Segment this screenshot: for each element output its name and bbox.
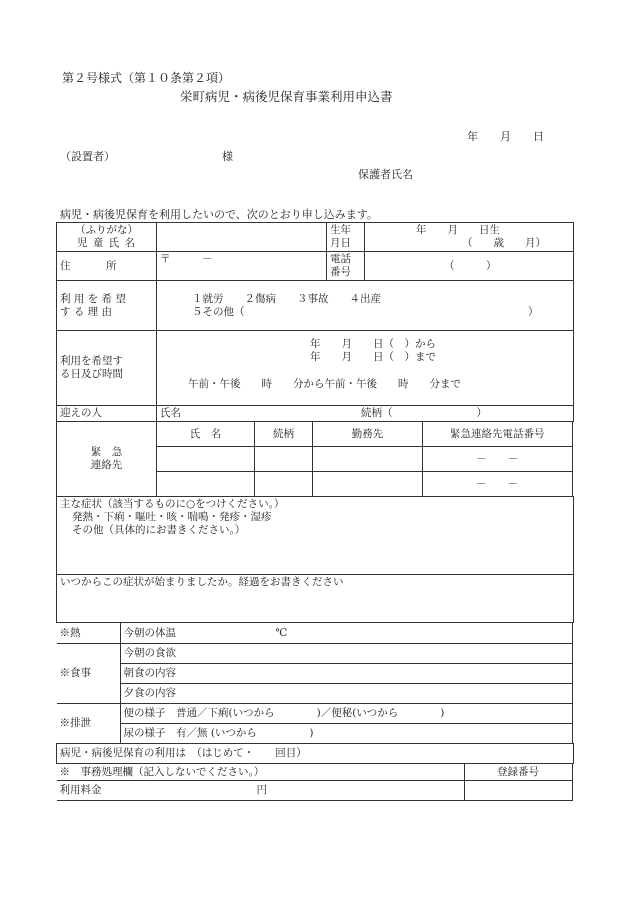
- address-label: 住 所: [57, 252, 157, 281]
- symptoms-list: 発熱・下痢・嘔吐・咳・喘鳴・発疹・湿疹: [72, 511, 272, 523]
- meal-row-2[interactable]: [120, 664, 572, 684]
- stool-text: 便の様子 普通／下痢(いつから )／便秘(いつから ): [123, 707, 445, 719]
- emergency-label-2: 連絡先: [90, 459, 123, 471]
- child-name-field[interactable]: [157, 223, 327, 252]
- usage-text: 病児・病後児保育の利用は （はじめて・ 回目）: [60, 747, 307, 759]
- addressee-suffix: 様: [222, 150, 233, 163]
- schedule-label-1: 利用を希望す: [60, 355, 123, 367]
- schedule-label-2: る日及び時間: [60, 368, 123, 380]
- emergency-workplace-1[interactable]: [313, 447, 423, 472]
- phone-label-cell: [327, 252, 365, 281]
- fever-label: ※熱: [57, 623, 121, 644]
- date-line: 年 月 日: [467, 130, 544, 143]
- emergency-header-phone: 緊急連絡先電話番号: [423, 422, 573, 447]
- office-title: ※ 事務処理欄（記入しないでください。）: [57, 764, 465, 781]
- child-name-label-cell: [57, 223, 157, 252]
- schedule-field[interactable]: [157, 331, 574, 406]
- emergency-phone-1[interactable]: [423, 447, 573, 472]
- registration-number-field[interactable]: [464, 781, 572, 801]
- urine-text: 尿の様子 有／無 (いつから ): [123, 727, 314, 739]
- meal-dinner: 夕食の内容: [123, 687, 176, 699]
- emergency-phone-2[interactable]: [423, 472, 573, 497]
- schedule-to: 年 月 日（ ）まで: [310, 351, 436, 363]
- birth-label-2: 月日: [330, 237, 351, 249]
- reason-label-1: 利 用 を 希 望: [60, 292, 126, 305]
- pickup-relation: 続柄（ ）: [361, 407, 487, 419]
- reason-options-2-row: [160, 306, 570, 319]
- birth-label-cell: [327, 223, 365, 252]
- schedule-from: 年 月 日（ ）から: [310, 338, 436, 350]
- usage-row[interactable]: [57, 744, 574, 764]
- onset-prompt: いつからこの症状が始まりましたか。経過をお書きください: [60, 576, 344, 588]
- emergency-header-workplace: 勤務先: [313, 422, 423, 447]
- meal-breakfast: 朝食の内容: [123, 667, 176, 679]
- fever-field[interactable]: [120, 623, 572, 644]
- birth-date-field[interactable]: [365, 223, 574, 252]
- postal-mark: 〒 －: [160, 253, 213, 265]
- emergency-grid: [157, 422, 573, 497]
- reason-options-2-end: ）: [528, 305, 539, 318]
- stool-row[interactable]: [120, 704, 572, 724]
- emergency-phone-placeholder-2: － －: [476, 477, 519, 490]
- form-number: 第２号様式（第１０条第２項）: [62, 71, 231, 85]
- pickup-label: 迎えの人: [57, 406, 157, 422]
- application-form-table: [56, 222, 574, 802]
- reason-label-2: す る 理 由: [60, 305, 113, 318]
- emergency-header-name: 氏 名: [157, 422, 255, 447]
- furigana-label: （ふりがな）: [75, 224, 138, 236]
- emergency-phone-placeholder-1: － －: [476, 452, 519, 465]
- fever-unit: ℃: [275, 626, 288, 639]
- meal-row-1[interactable]: [120, 644, 572, 664]
- symptoms-title: 主な症状（該当するものに○をつけください。）: [60, 498, 285, 510]
- emergency-label-cell: [57, 422, 157, 497]
- office-grid: [57, 764, 573, 802]
- phone-field[interactable]: [365, 252, 574, 281]
- registration-number-label: 登録番号: [464, 764, 572, 781]
- office-cell: [57, 764, 574, 802]
- phone-label-2: 番号: [330, 266, 351, 278]
- pickup-name-label: 氏名: [160, 407, 181, 419]
- fee-field[interactable]: [57, 781, 465, 801]
- phone-label-1: 電話: [330, 253, 351, 265]
- reason-options[interactable]: [157, 281, 574, 331]
- birth-date-value: 年 月 日生: [416, 224, 500, 236]
- meal-appetite: 今朝の食欲: [123, 647, 176, 659]
- fee-label: 利用料金: [59, 784, 102, 796]
- symptoms-field[interactable]: [57, 497, 574, 575]
- excretion-label: ※排泄: [57, 704, 121, 744]
- emergency-workplace-2[interactable]: [313, 472, 423, 497]
- reason-label-cell: [57, 281, 157, 331]
- intro-text: 病児・病後児保育を利用したいので、次のとおり申し込みます。: [60, 208, 378, 221]
- addressee: （設置者）: [60, 150, 115, 163]
- schedule-label-cell: [57, 331, 157, 406]
- symptoms-other: その他（具体的にお書きください。）: [72, 524, 246, 536]
- vitals-grid: [57, 623, 573, 744]
- fever-text: 今朝の体温: [123, 626, 176, 639]
- emergency-name-2[interactable]: [157, 472, 255, 497]
- phone-value: （ ）: [444, 259, 497, 272]
- age-value: （ 歳 月）: [462, 237, 546, 249]
- emergency-relation-1[interactable]: [255, 447, 313, 472]
- emergency-grid-cell: [157, 422, 574, 497]
- child-name-label: 児 童 氏 名: [76, 237, 136, 249]
- guardian-name-label: 保護者氏名: [358, 168, 413, 181]
- emergency-label-1: 緊 急: [90, 446, 123, 458]
- emergency-header-relation: 続柄: [255, 422, 313, 447]
- schedule-time: 午前・午後 時 分から午前・午後 時 分まで: [188, 378, 461, 390]
- meal-label: ※食事: [57, 644, 121, 704]
- birth-label-1: 生年: [330, 224, 351, 236]
- form-title: 栄町病児・病後児保育事業利用申込書: [180, 89, 393, 104]
- reason-options-1: １就労 ２傷病 ３事故 ４出産: [192, 292, 381, 305]
- fee-unit: 円: [256, 784, 267, 796]
- onset-field[interactable]: [57, 575, 574, 623]
- vitals-cell: [57, 623, 574, 744]
- address-field[interactable]: [157, 252, 327, 281]
- meal-row-3[interactable]: [120, 684, 572, 704]
- urine-row[interactable]: [120, 724, 572, 744]
- emergency-name-1[interactable]: [157, 447, 255, 472]
- pickup-field[interactable]: [157, 406, 574, 422]
- emergency-relation-2[interactable]: [255, 472, 313, 497]
- reason-options-2: ５その他（: [192, 305, 245, 318]
